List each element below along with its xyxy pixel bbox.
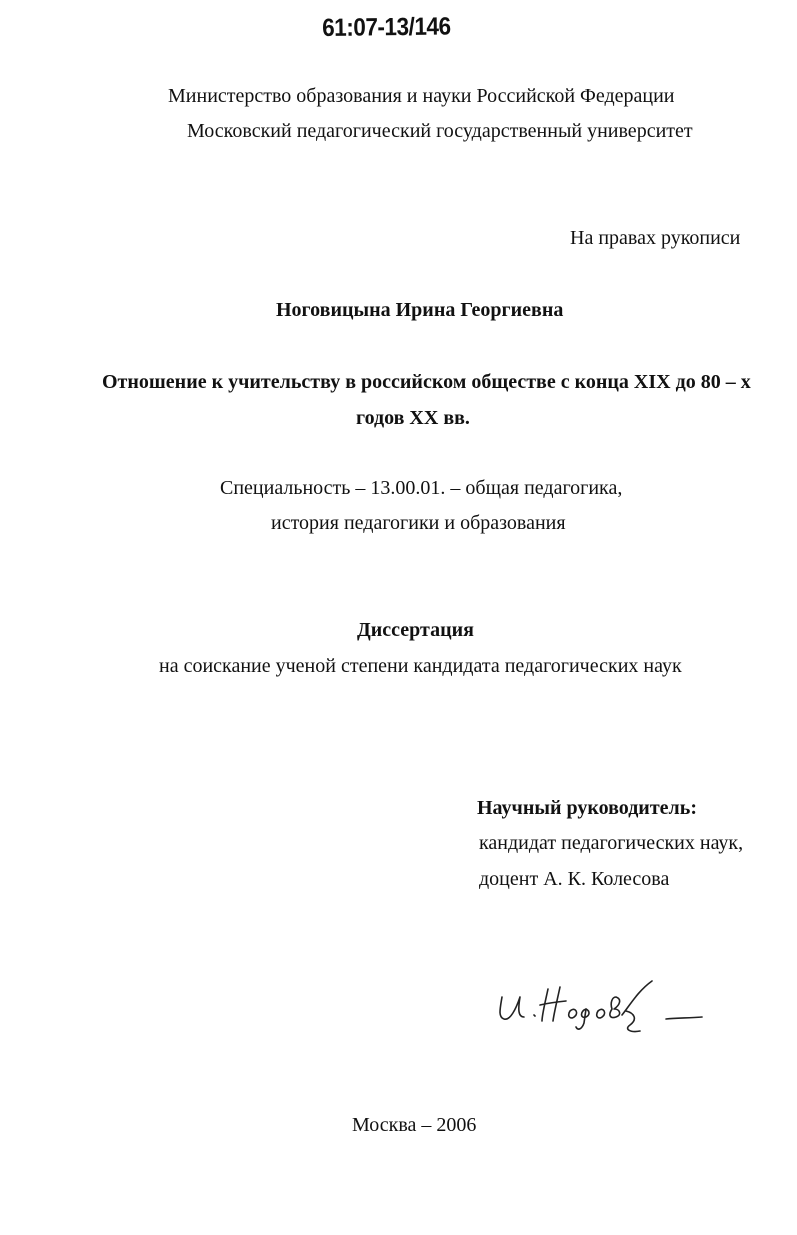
work-type-heading: Диссертация — [357, 619, 474, 641]
author-name: Ноговицына Ирина Георгиевна — [276, 299, 564, 321]
handwritten-signature — [490, 975, 710, 1045]
specialty-line-1: Специальность – 13.00.01. – общая педагогика, — [220, 477, 623, 499]
specialty-line-2: история педагогики и образования — [271, 512, 566, 534]
signature-text: И. Ногов — [490, 975, 494, 976]
archive-code-stamp: 61:07-13/146 — [322, 12, 451, 42]
supervisor-heading: Научный руководитель: — [477, 797, 697, 819]
supervisor-degree: кандидат педагогических наук, — [479, 832, 744, 854]
place-year: Москва – 2006 — [352, 1114, 477, 1136]
work-type-subtitle: на соискание ученой степени кандидата педагогических наук — [159, 655, 682, 677]
manuscript-note: На правах рукописи — [570, 227, 741, 249]
ministry-line: Министерство образования и науки Российской Федерации — [168, 85, 675, 107]
title-line-1: Отношение к учительству в российском обществе с конца XIX до 80 – х — [102, 371, 751, 393]
supervisor-name: доцент А. К. Колесова — [479, 868, 670, 890]
title-line-2: годов XX вв. — [356, 407, 470, 429]
university-line: Московский педагогический государственный университет — [187, 120, 693, 142]
